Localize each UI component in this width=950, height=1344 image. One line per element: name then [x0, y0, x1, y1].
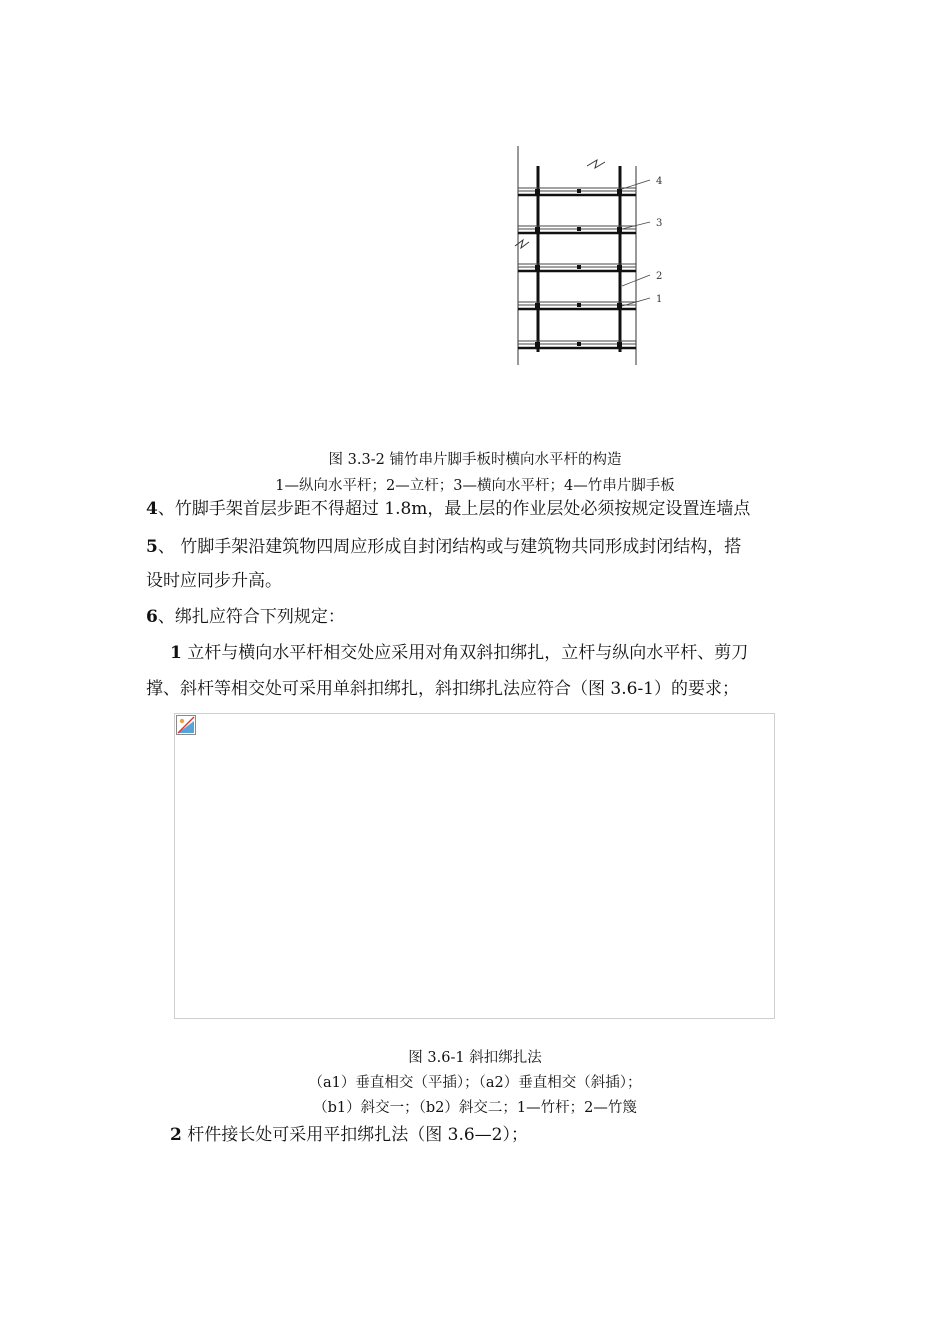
- paragraph-4-number: 4: [146, 499, 158, 519]
- paragraph-5-number: 5: [146, 537, 158, 557]
- figure2-caption-line3: （b1）斜交一；（b2）斜交二；1—竹杆；2—竹篾: [313, 1100, 637, 1116]
- level-1: [518, 188, 636, 195]
- scaffold-section-drawing: [505, 140, 675, 370]
- figure-caption-title: 图 3.3-2 铺竹串片脚手板时横向水平杆的构造: [328, 452, 622, 468]
- paragraph-6-text: 、绑扎应符合下列规定：: [157, 607, 345, 627]
- paragraph-6: [146, 605, 810, 629]
- paragraph-4: [146, 497, 810, 521]
- item-1-number: 1: [170, 643, 182, 663]
- item-2-text: 杆件接长处可采用平扣绑扎法（图 3.6—2）；: [181, 1125, 529, 1145]
- item-1-text: 立杆与横向水平杆相交处应采用对角双斜扣绑扎，立杆与纵向水平杆、剪刀: [181, 643, 749, 663]
- paragraph-4-text: 、竹脚手架首层步距不得超过 1.8m，最上层的作业层处必须按规定设置连墙点: [157, 499, 751, 519]
- figure-image-placeholder: [174, 713, 775, 1019]
- paragraph-6-number: 6: [146, 607, 158, 627]
- label-3: 3: [656, 218, 663, 229]
- figure2-caption-title: 图 3.6-1 斜扣绑扎法: [408, 1050, 542, 1066]
- label-4: 4: [656, 176, 663, 187]
- label-2: 2: [656, 271, 663, 282]
- item-1-line2: 撑、斜杆等相交处可采用单斜扣绑扎，斜扣绑扎法应符合（图 3.6-1）的要求；: [146, 679, 739, 699]
- level-4: [518, 302, 636, 309]
- figure2-caption-line2: （a1）垂直相交（平插）；（a2）垂直相交（斜插）；: [308, 1075, 642, 1091]
- figure-caption-legend: 1—纵向水平杆；2—立杆；3—横向水平杆；4—竹串片脚手板: [275, 478, 675, 494]
- paragraph-5-text: 、 竹脚手架沿建筑物四周应形成自封闭结构或与建筑物共同形成封闭结构，搭: [157, 537, 742, 557]
- paragraph-5-line2: 设时应同步升高。: [146, 571, 282, 591]
- paragraph-5: [146, 535, 810, 559]
- label-1: 1: [656, 294, 663, 305]
- item-1: [170, 641, 834, 665]
- item-2: [170, 1123, 834, 1147]
- item-2-number: 2: [170, 1125, 182, 1145]
- level-5: [518, 341, 636, 348]
- level-3: [518, 264, 636, 271]
- level-2: [518, 226, 636, 233]
- broken-image-icon: [176, 715, 196, 735]
